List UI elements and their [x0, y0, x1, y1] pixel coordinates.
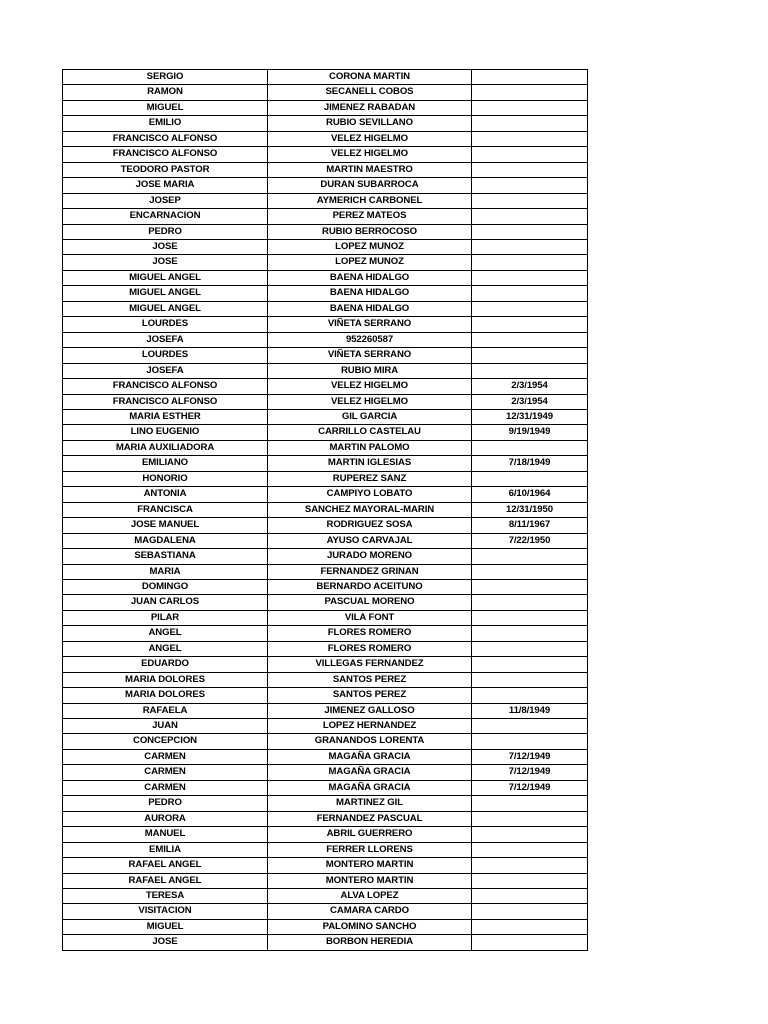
- table-row: [63, 425, 588, 440]
- table-row: [63, 780, 588, 795]
- table-row: [63, 610, 588, 625]
- first-name-cell: MARIA ESTHER: [63, 409, 268, 424]
- last-name-cell: JIMENEZ GALLOSO: [268, 703, 472, 718]
- date-cell: [472, 579, 588, 594]
- date-cell: [472, 641, 588, 656]
- first-name-cell: JUAN: [63, 719, 268, 734]
- last-name-cell: MARTIN IGLESIAS: [268, 456, 472, 471]
- last-name-cell: AYMERICH CARBONEL: [268, 193, 472, 208]
- last-name-cell: ALVA LOPEZ: [268, 889, 472, 904]
- last-name-cell: FERNANDEZ GRINAN: [268, 564, 472, 579]
- date-cell: [472, 672, 588, 687]
- last-name-cell: ABRIL GUERRERO: [268, 827, 472, 842]
- date-cell: [472, 827, 588, 842]
- last-name-cell: RUPEREZ SANZ: [268, 471, 472, 486]
- date-cell: [472, 255, 588, 270]
- date-cell: [472, 363, 588, 378]
- table-row: [63, 348, 588, 363]
- last-name-cell: SANTOS PEREZ: [268, 688, 472, 703]
- table-row: [63, 116, 588, 131]
- date-cell: [472, 688, 588, 703]
- table-row: [63, 209, 588, 224]
- first-name-cell: JOSE MANUEL: [63, 518, 268, 533]
- table-row: [63, 162, 588, 177]
- table-row: [63, 409, 588, 424]
- first-name-cell: MIGUEL ANGEL: [63, 301, 268, 316]
- last-name-cell: SANCHEZ MAYORAL-MARIN: [268, 502, 472, 517]
- table-row: [63, 842, 588, 857]
- first-name-cell: FRANCISCO ALFONSO: [63, 394, 268, 409]
- first-name-cell: JOSE: [63, 255, 268, 270]
- table-row: [63, 193, 588, 208]
- last-name-cell: JURADO MORENO: [268, 549, 472, 564]
- last-name-cell: BAENA HIDALGO: [268, 270, 472, 285]
- date-cell: 8/11/1967: [472, 518, 588, 533]
- date-cell: [472, 147, 588, 162]
- date-cell: [472, 904, 588, 919]
- table-row: [63, 641, 588, 656]
- date-cell: [472, 348, 588, 363]
- first-name-cell: JOSE: [63, 935, 268, 950]
- first-name-cell: FRANCISCO ALFONSO: [63, 379, 268, 394]
- date-cell: [472, 270, 588, 285]
- last-name-cell: SECANELL COBOS: [268, 85, 472, 100]
- table-row: [63, 255, 588, 270]
- last-name-cell: MAGAÑA GRACIA: [268, 780, 472, 795]
- date-cell: [472, 564, 588, 579]
- first-name-cell: PILAR: [63, 610, 268, 625]
- first-name-cell: JUAN CARLOS: [63, 595, 268, 610]
- date-cell: 7/12/1949: [472, 780, 588, 795]
- last-name-cell: 952260587: [268, 332, 472, 347]
- first-name-cell: MIGUEL ANGEL: [63, 270, 268, 285]
- date-cell: [472, 193, 588, 208]
- first-name-cell: MAGDALENA: [63, 533, 268, 548]
- last-name-cell: PALOMINO SANCHO: [268, 919, 472, 934]
- date-cell: 6/10/1964: [472, 487, 588, 502]
- date-cell: [472, 811, 588, 826]
- table-row: [63, 440, 588, 455]
- first-name-cell: RAFAELA: [63, 703, 268, 718]
- first-name-cell: PEDRO: [63, 796, 268, 811]
- date-cell: 12/31/1949: [472, 409, 588, 424]
- last-name-cell: RUBIO SEVILLANO: [268, 116, 472, 131]
- table-row: [63, 239, 588, 254]
- date-cell: 7/18/1949: [472, 456, 588, 471]
- first-name-cell: FRANCISCA: [63, 502, 268, 517]
- table-row: [63, 471, 588, 486]
- table-row: [63, 935, 588, 950]
- last-name-cell: BAENA HIDALGO: [268, 286, 472, 301]
- table-row: [63, 100, 588, 115]
- date-cell: [472, 209, 588, 224]
- date-cell: [472, 131, 588, 146]
- first-name-cell: MIGUEL: [63, 919, 268, 934]
- first-name-cell: MARIA DOLORES: [63, 672, 268, 687]
- first-name-cell: RAMON: [63, 85, 268, 100]
- table-row: [63, 657, 588, 672]
- last-name-cell: FLORES ROMERO: [268, 641, 472, 656]
- date-cell: 7/22/1950: [472, 533, 588, 548]
- table-row: [63, 827, 588, 842]
- first-name-cell: JOSE MARIA: [63, 178, 268, 193]
- table-row: [63, 796, 588, 811]
- table-row: [63, 626, 588, 641]
- date-cell: [472, 842, 588, 857]
- table-row: [63, 487, 588, 502]
- first-name-cell: MANUEL: [63, 827, 268, 842]
- table-row: [63, 564, 588, 579]
- last-name-cell: CAMPIYO LOBATO: [268, 487, 472, 502]
- first-name-cell: VISITACION: [63, 904, 268, 919]
- first-name-cell: MIGUEL: [63, 100, 268, 115]
- first-name-cell: FRANCISCO ALFONSO: [63, 147, 268, 162]
- table-row: [63, 286, 588, 301]
- date-cell: [472, 162, 588, 177]
- last-name-cell: GIL GARCIA: [268, 409, 472, 424]
- last-name-cell: VELEZ HIGELMO: [268, 131, 472, 146]
- date-cell: [472, 796, 588, 811]
- first-name-cell: RAFAEL ANGEL: [63, 858, 268, 873]
- first-name-cell: EMILIO: [63, 116, 268, 131]
- first-name-cell: EMILIANO: [63, 456, 268, 471]
- first-name-cell: DOMINGO: [63, 579, 268, 594]
- first-name-cell: EDUARDO: [63, 657, 268, 672]
- last-name-cell: FLORES ROMERO: [268, 626, 472, 641]
- first-name-cell: ANGEL: [63, 626, 268, 641]
- date-cell: [472, 70, 588, 85]
- last-name-cell: JIMENEZ RABADAN: [268, 100, 472, 115]
- date-cell: [472, 610, 588, 625]
- date-cell: 11/8/1949: [472, 703, 588, 718]
- first-name-cell: MARIA DOLORES: [63, 688, 268, 703]
- table-row: [63, 456, 588, 471]
- first-name-cell: FRANCISCO ALFONSO: [63, 131, 268, 146]
- table-row: [63, 719, 588, 734]
- table-row: [63, 549, 588, 564]
- date-cell: [472, 549, 588, 564]
- first-name-cell: HONORIO: [63, 471, 268, 486]
- date-cell: [472, 332, 588, 347]
- first-name-cell: CARMEN: [63, 780, 268, 795]
- first-name-cell: MARIA AUXILIADORA: [63, 440, 268, 455]
- last-name-cell: RUBIO BERROCOSO: [268, 224, 472, 239]
- table-row: [63, 533, 588, 548]
- last-name-cell: LOPEZ MUNOZ: [268, 255, 472, 270]
- first-name-cell: RAFAEL ANGEL: [63, 873, 268, 888]
- last-name-cell: MARTIN MAESTRO: [268, 162, 472, 177]
- last-name-cell: BORBON HEREDIA: [268, 935, 472, 950]
- last-name-cell: RUBIO MIRA: [268, 363, 472, 378]
- table-row: [63, 904, 588, 919]
- table-row: [63, 301, 588, 316]
- table-row: [63, 858, 588, 873]
- first-name-cell: MIGUEL ANGEL: [63, 286, 268, 301]
- first-name-cell: TERESA: [63, 889, 268, 904]
- date-cell: [472, 239, 588, 254]
- last-name-cell: LOPEZ MUNOZ: [268, 239, 472, 254]
- date-cell: [472, 626, 588, 641]
- table-row: [63, 270, 588, 285]
- last-name-cell: PASCUAL MORENO: [268, 595, 472, 610]
- first-name-cell: LINO EUGENIO: [63, 425, 268, 440]
- names-table: [62, 69, 588, 951]
- last-name-cell: MAGAÑA GRACIA: [268, 765, 472, 780]
- date-cell: 7/12/1949: [472, 765, 588, 780]
- table-row: [63, 873, 588, 888]
- last-name-cell: MAGAÑA GRACIA: [268, 749, 472, 764]
- last-name-cell: VIÑETA SERRANO: [268, 317, 472, 332]
- first-name-cell: JOSEFA: [63, 363, 268, 378]
- date-cell: [472, 595, 588, 610]
- names-table-body: [63, 70, 588, 951]
- first-name-cell: LOURDES: [63, 348, 268, 363]
- date-cell: [472, 100, 588, 115]
- first-name-cell: LOURDES: [63, 317, 268, 332]
- date-cell: [472, 286, 588, 301]
- last-name-cell: CAMARA CARDO: [268, 904, 472, 919]
- table-row: [63, 579, 588, 594]
- last-name-cell: MONTERO MARTIN: [268, 858, 472, 873]
- first-name-cell: AURORA: [63, 811, 268, 826]
- last-name-cell: SANTOS PEREZ: [268, 672, 472, 687]
- table-row: [63, 672, 588, 687]
- date-cell: [472, 873, 588, 888]
- date-cell: [472, 85, 588, 100]
- table-row: [63, 131, 588, 146]
- table-row: [63, 749, 588, 764]
- last-name-cell: CARRILLO CASTELAU: [268, 425, 472, 440]
- last-name-cell: VELEZ HIGELMO: [268, 394, 472, 409]
- date-cell: [472, 317, 588, 332]
- table-row: [63, 811, 588, 826]
- date-cell: [472, 224, 588, 239]
- date-cell: [472, 889, 588, 904]
- table-row: [63, 889, 588, 904]
- first-name-cell: PEDRO: [63, 224, 268, 239]
- table-row: [63, 363, 588, 378]
- date-cell: 2/3/1954: [472, 394, 588, 409]
- date-cell: [472, 471, 588, 486]
- table-row: [63, 919, 588, 934]
- date-cell: [472, 301, 588, 316]
- date-cell: [472, 440, 588, 455]
- first-name-cell: JOSE: [63, 239, 268, 254]
- date-cell: 9/19/1949: [472, 425, 588, 440]
- date-cell: [472, 178, 588, 193]
- last-name-cell: CORONA MARTIN: [268, 70, 472, 85]
- last-name-cell: MONTERO MARTIN: [268, 873, 472, 888]
- last-name-cell: VELEZ HIGELMO: [268, 147, 472, 162]
- last-name-cell: AYUSO CARVAJAL: [268, 533, 472, 548]
- first-name-cell: CONCEPCION: [63, 734, 268, 749]
- date-cell: 12/31/1950: [472, 502, 588, 517]
- last-name-cell: LOPEZ HERNANDEZ: [268, 719, 472, 734]
- date-cell: 7/12/1949: [472, 749, 588, 764]
- date-cell: [472, 719, 588, 734]
- table-row: [63, 178, 588, 193]
- date-cell: [472, 657, 588, 672]
- table-row: [63, 317, 588, 332]
- last-name-cell: MARTIN PALOMO: [268, 440, 472, 455]
- date-cell: [472, 858, 588, 873]
- last-name-cell: PEREZ MATEOS: [268, 209, 472, 224]
- table-row: [63, 224, 588, 239]
- last-name-cell: VIÑETA SERRANO: [268, 348, 472, 363]
- first-name-cell: JOSEP: [63, 193, 268, 208]
- table-row: [63, 502, 588, 517]
- table-row: [63, 70, 588, 85]
- first-name-cell: MARIA: [63, 564, 268, 579]
- first-name-cell: JOSEFA: [63, 332, 268, 347]
- table-row: [63, 734, 588, 749]
- first-name-cell: ANTONIA: [63, 487, 268, 502]
- last-name-cell: FERNANDEZ PASCUAL: [268, 811, 472, 826]
- table-row: [63, 518, 588, 533]
- table-row: [63, 394, 588, 409]
- first-name-cell: EMILIA: [63, 842, 268, 857]
- last-name-cell: RODRIGUEZ SOSA: [268, 518, 472, 533]
- date-cell: 2/3/1954: [472, 379, 588, 394]
- first-name-cell: CARMEN: [63, 749, 268, 764]
- last-name-cell: FERRER LLORENS: [268, 842, 472, 857]
- first-name-cell: SEBASTIANA: [63, 549, 268, 564]
- date-cell: [472, 116, 588, 131]
- table-row: [63, 85, 588, 100]
- table-row: [63, 703, 588, 718]
- last-name-cell: BAENA HIDALGO: [268, 301, 472, 316]
- last-name-cell: BERNARDO ACEITUNO: [268, 579, 472, 594]
- table-row: [63, 147, 588, 162]
- last-name-cell: MARTINEZ GIL: [268, 796, 472, 811]
- date-cell: [472, 919, 588, 934]
- date-cell: [472, 734, 588, 749]
- table-row: [63, 379, 588, 394]
- table-row: [63, 595, 588, 610]
- last-name-cell: VILA FONT: [268, 610, 472, 625]
- first-name-cell: SERGIO: [63, 70, 268, 85]
- first-name-cell: TEODORO PASTOR: [63, 162, 268, 177]
- last-name-cell: DURAN SUBARROCA: [268, 178, 472, 193]
- date-cell: [472, 935, 588, 950]
- table-row: [63, 765, 588, 780]
- last-name-cell: VELEZ HIGELMO: [268, 379, 472, 394]
- last-name-cell: GRANANDOS LORENTA: [268, 734, 472, 749]
- first-name-cell: ENCARNACION: [63, 209, 268, 224]
- first-name-cell: ANGEL: [63, 641, 268, 656]
- table-row: [63, 332, 588, 347]
- first-name-cell: CARMEN: [63, 765, 268, 780]
- last-name-cell: VILLEGAS FERNANDEZ: [268, 657, 472, 672]
- table-row: [63, 688, 588, 703]
